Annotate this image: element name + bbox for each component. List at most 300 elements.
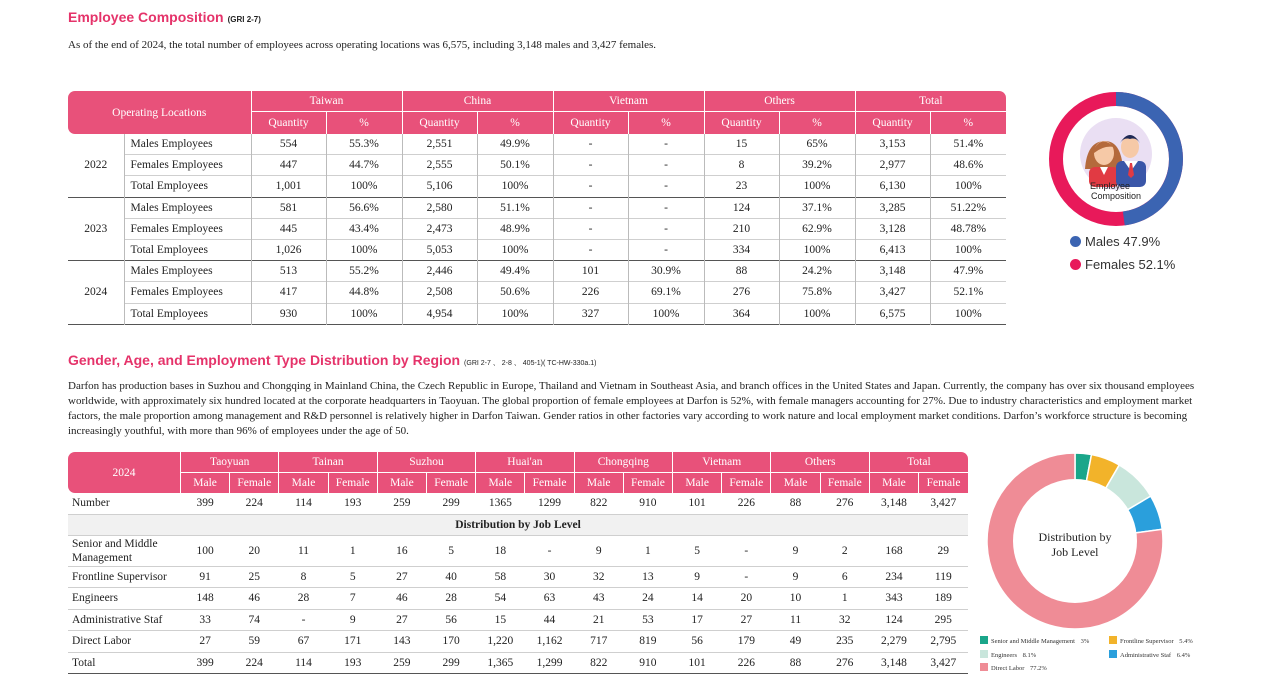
table2-cell: 224 — [245, 497, 263, 510]
legend-label: Engineers — [991, 652, 1017, 659]
table2-cell: 299 — [442, 656, 460, 669]
table2-cell: 20 — [248, 544, 261, 557]
table1-cell: 581 — [251, 197, 326, 218]
table2-cell: 2,795 — [930, 635, 957, 648]
table2-cell: 1365 — [488, 497, 512, 510]
table1-cell: 49.4% — [477, 261, 553, 282]
quantity-header: Quantity — [704, 112, 779, 135]
table1-cell: 51.22% — [930, 197, 1006, 218]
people-illustration — [1080, 118, 1152, 190]
row-label: Number — [72, 497, 110, 510]
table2-cell: 2 — [841, 544, 848, 557]
table1-cell: 44.7% — [326, 155, 402, 176]
row-label: Males Employees — [124, 134, 251, 155]
row-label: Females Employees — [130, 286, 223, 299]
table1-cell: 364 — [704, 303, 779, 324]
row-label: Total Employees — [130, 244, 208, 257]
table2-cell: 101 — [688, 497, 706, 510]
legend-swatch — [980, 650, 988, 658]
table1-cell: 100% — [477, 303, 553, 324]
table2-cell: 114 — [295, 497, 312, 510]
table2-cell: 27 — [396, 570, 408, 583]
table2-cell: 399 — [196, 497, 214, 510]
female-header: Female — [230, 473, 279, 494]
table1-cell: 50.6% — [477, 282, 553, 303]
table1-cell: 6,130 — [855, 176, 930, 197]
table2-cell: 30 — [543, 570, 556, 583]
table2-cell: 2,279 — [881, 635, 907, 648]
table2-cell: 399 — [196, 656, 214, 669]
table2-cell: 27 — [396, 613, 408, 626]
legend-value: 77.2% — [1028, 665, 1047, 672]
table1-row — [68, 261, 1006, 282]
table1-cell: 417 — [251, 282, 326, 303]
table2-cell: 259 — [393, 656, 411, 669]
row-label: Females Employees — [130, 159, 223, 172]
table2-cell: 10 — [789, 592, 802, 605]
table2-cell: 11 — [297, 544, 310, 557]
table2-cell: 822 — [590, 656, 608, 669]
table1-cell: 334 — [704, 239, 779, 260]
table2-cell: 299 — [442, 497, 460, 510]
section1-gri: (GRI 2-7) — [227, 15, 261, 24]
quantity-header: Quantity — [402, 112, 477, 135]
table2-cell: 101 — [688, 656, 706, 669]
table1-cell: 210 — [704, 218, 779, 239]
percent-header: % — [628, 112, 704, 135]
legend-label: Direct Labor — [991, 665, 1025, 672]
table2-cell: 5 — [448, 544, 454, 557]
table2-cell: 1,365 — [487, 656, 514, 669]
table2-cell: 148 — [196, 592, 214, 605]
table2-cell: 717 — [590, 635, 608, 648]
table2-cell: 46 — [396, 592, 408, 605]
year-cell: 2022 — [68, 134, 124, 197]
table2-cell: 56 — [691, 635, 703, 648]
row-label: Frontline Supervisor — [72, 570, 167, 583]
table2-cell: 16 — [396, 544, 408, 557]
table2-cell: - — [301, 613, 306, 626]
table2-cell: - — [744, 570, 749, 583]
row-label: Total — [72, 656, 96, 669]
table2-cell: 235 — [836, 635, 854, 648]
table2-cell: 168 — [885, 544, 903, 557]
table2-cell: 6 — [841, 570, 848, 583]
table1-cell: - — [553, 239, 628, 260]
table2-cell: 226 — [737, 656, 755, 669]
table2-cell: 234 — [885, 570, 903, 583]
table2-cell: 819 — [639, 635, 657, 648]
row-label: Senior and Middle Management — [72, 537, 158, 564]
row-label: Males Employees — [124, 197, 251, 218]
table1-cell: 48.6% — [930, 155, 1006, 176]
table2-row — [68, 493, 968, 514]
table2-cell: 171 — [344, 635, 362, 648]
table1-cell: 43.4% — [326, 218, 402, 239]
table1-cell: 513 — [251, 261, 326, 282]
table1-cell: 100% — [326, 176, 402, 197]
table2-cell: 1 — [841, 592, 848, 605]
table1-cell: 37.1% — [779, 197, 855, 218]
table1-row — [68, 176, 1006, 197]
legend-swatch — [980, 636, 988, 644]
table2-group-header: Tainan — [279, 452, 377, 473]
table2-cell: 276 — [836, 497, 854, 510]
table2-cell: 143 — [393, 635, 411, 648]
table1-cell: 2,555 — [402, 155, 477, 176]
table1-row — [68, 218, 1006, 239]
legend-males-label: Males 47.9% — [1085, 234, 1161, 249]
table1-cell: - — [628, 218, 704, 239]
table2-cell: 1,220 — [487, 635, 514, 648]
table1-cell: - — [628, 197, 704, 218]
male-header: Male — [279, 473, 328, 494]
table1-cell: 930 — [251, 303, 326, 324]
female-header: Female — [919, 473, 968, 494]
table2-group-header: Taoyuan — [180, 452, 278, 473]
table1-cell: 75.8% — [779, 282, 855, 303]
table1-cell: 100% — [779, 239, 855, 260]
table1-group-header: China — [402, 91, 553, 112]
table1-cell: 50.1% — [477, 155, 553, 176]
legend-item — [980, 650, 1036, 659]
table2-cell: 3,427 — [930, 656, 957, 669]
male-header: Male — [869, 473, 918, 494]
table2-cell: 13 — [642, 570, 654, 583]
table1-cell: 2,977 — [855, 155, 930, 176]
table2-cell: 56 — [445, 613, 457, 626]
table2-cell: 9 — [792, 570, 799, 583]
legend-item — [980, 663, 1047, 672]
table2-cell: 124 — [885, 613, 903, 626]
table2-cell: 9 — [694, 570, 700, 583]
table1-cell: 56.6% — [326, 197, 402, 218]
table2-cell: 189 — [934, 592, 952, 605]
table2-row — [68, 588, 968, 610]
table1-cell: 100% — [326, 239, 402, 260]
table2-cell: 25 — [248, 570, 261, 583]
legend-swatch — [1109, 636, 1117, 644]
legend-item — [1109, 636, 1193, 645]
table2-cell: 9 — [349, 613, 356, 626]
table2-cell: 224 — [245, 656, 263, 669]
table2-cell: 28 — [445, 592, 457, 605]
table1-cell: - — [628, 176, 704, 197]
table1-cell: 3,153 — [855, 134, 930, 155]
table1-cell: 447 — [251, 155, 326, 176]
table2-row — [68, 535, 968, 566]
table1-cell: - — [628, 134, 704, 155]
table2-group-header: Others — [771, 452, 869, 473]
table1-row — [68, 134, 1006, 155]
table1-cell: 3,148 — [855, 261, 930, 282]
donut2-title-line1: Distribution by — [1038, 530, 1112, 544]
percent-header: % — [779, 112, 855, 135]
male-header: Male — [180, 473, 229, 494]
table2-cell: 74 — [248, 613, 261, 626]
male-header: Male — [771, 473, 820, 494]
table2-cell: 44 — [543, 613, 556, 626]
table2-cell: 24 — [642, 592, 654, 605]
table1-cell: 23 — [704, 176, 779, 197]
table1-cell: 49.9% — [477, 134, 553, 155]
table2-cell: 49 — [789, 635, 802, 648]
table1-cell: 48.9% — [477, 218, 553, 239]
table1-cell: 554 — [251, 134, 326, 155]
table1-cell: 55.3% — [326, 134, 402, 155]
table1-cell: 100% — [930, 176, 1006, 197]
table2-corner: 2024 — [68, 452, 180, 493]
quantity-header: Quantity — [855, 112, 930, 135]
male-header: Male — [673, 473, 722, 494]
table1-cell: 62.9% — [779, 218, 855, 239]
distribution-header: Distribution by Job Level — [68, 514, 968, 535]
table2-cell: 53 — [642, 613, 654, 626]
table1-cell: 327 — [553, 303, 628, 324]
table2-cell: 15 — [494, 613, 507, 626]
table1-group-header: Others — [704, 91, 855, 112]
table1-cell: 3,427 — [855, 282, 930, 303]
legend-value: 5.4% — [1177, 638, 1193, 645]
table2-cell: 54 — [494, 592, 507, 605]
table1-cell: 100% — [779, 176, 855, 197]
section2-title — [68, 352, 596, 368]
table1-row — [68, 282, 1006, 303]
row-label: Total Employees — [130, 307, 208, 320]
table1-cell: 1,026 — [251, 239, 326, 260]
table1-cell: 5,106 — [402, 176, 477, 197]
table1-cell: 52.1% — [930, 282, 1006, 303]
table1-cell: - — [628, 239, 704, 260]
table1-cell: 8 — [704, 155, 779, 176]
table2-cell: 67 — [297, 635, 310, 648]
section2-paragraph: Darfon has production bases in Suzhou and Chongqing in Mainland China, the Czech Republic in Europe, Thailand and Vietnam in Southeast Asia, and branch offices in the United States and Japan. Currently, the company has over six thousand employees worldwide, with approximately six hundred located at the corporate headquarters in Taoyuan. The global proportion of female employees at Darfon is 52%, with female managers accounting for 27%. Due to industry characteristics and employment market factors, the male proportion among management and R&D personnel is relatively higher in Darfon Taiwan. Gender ratios in other factories vary according to work nature and local employment market conditions. Darfon’s workforce structure is becoming increasingly youthful, with more than 96% of employees under the age of 50. — [68, 380, 1195, 437]
table1-cell: - — [553, 218, 628, 239]
table1-corner: Operating Locations — [68, 91, 251, 134]
job-level-donut — [985, 451, 1165, 631]
table2-cell: 32 — [592, 570, 605, 583]
table1-cell: 88 — [704, 261, 779, 282]
table2-cell: 33 — [199, 613, 211, 626]
table2-cell: 822 — [590, 497, 608, 510]
table2-row — [68, 631, 968, 653]
legend-value: 3% — [1078, 638, 1090, 645]
table1-cell: 44.8% — [326, 282, 402, 303]
row-label: Total Employees — [130, 180, 208, 193]
table2-cell: 100 — [196, 544, 214, 557]
table2-group-header: Chongqing — [574, 452, 672, 473]
table1-cell: 47.9% — [930, 261, 1006, 282]
table1-cell: 2,551 — [402, 134, 477, 155]
table2-row — [68, 609, 968, 631]
table2-cell: 170 — [442, 635, 460, 648]
table1-cell: 100% — [930, 303, 1006, 324]
table2-cell: 5 — [694, 544, 700, 557]
quantity-header: Quantity — [553, 112, 628, 135]
table2-row — [68, 652, 968, 674]
table1-cell: 2,446 — [402, 261, 477, 282]
table2-cell: 58 — [494, 570, 507, 583]
table1-cell: 3,128 — [855, 218, 930, 239]
table1-cell: 3,285 — [855, 197, 930, 218]
table2-cell: 40 — [445, 570, 457, 583]
distribution-header-row — [68, 514, 968, 535]
table2-cell: 27 — [740, 613, 753, 626]
table2-cell: 9 — [595, 544, 602, 557]
section1-paragraph: As of the end of 2024, the total number of employees across operating locations was 6,575, including 3,148 males and 3,427 females. — [68, 39, 657, 51]
table2-cell: 43 — [592, 592, 605, 605]
table2-cell: 59 — [248, 635, 261, 648]
donut2-title-line2: Job Level — [1051, 545, 1099, 559]
table2-cell: 1 — [645, 544, 651, 557]
table1-cell: 100% — [326, 303, 402, 324]
table2-cell: 259 — [393, 497, 411, 510]
year-cell: 2023 — [68, 197, 124, 261]
section1-title — [68, 9, 261, 25]
quantity-header: Quantity — [251, 112, 326, 135]
region-distribution-table — [68, 452, 968, 674]
row-label: Administrative Staf — [72, 613, 163, 626]
table1-cell: 100% — [779, 303, 855, 324]
table2-cell: 11 — [790, 613, 802, 626]
male-header: Male — [574, 473, 623, 494]
table2-cell: 21 — [592, 613, 605, 626]
percent-header: % — [326, 112, 402, 135]
table2-cell: 1,162 — [536, 635, 563, 648]
legend-females — [1070, 257, 1175, 272]
female-header: Female — [525, 473, 574, 494]
table2-cell: 179 — [737, 635, 755, 648]
table1-cell: 48.78% — [930, 218, 1006, 239]
table1-cell: 15 — [704, 134, 779, 155]
legend-swatch — [980, 663, 988, 671]
employee-composition-donut — [1048, 91, 1184, 227]
table2-cell: 3,148 — [881, 656, 907, 669]
female-header: Female — [722, 473, 771, 494]
table2-cell: 226 — [737, 497, 755, 510]
row-label: Engineers — [72, 592, 118, 605]
table1-cell: 6,413 — [855, 239, 930, 260]
table1-row — [68, 155, 1006, 176]
table1-cell: 100% — [477, 239, 553, 260]
table1-cell: 226 — [553, 282, 628, 303]
legend-females-swatch — [1070, 259, 1081, 270]
table1-group-header: Vietnam — [553, 91, 704, 112]
male-header: Male — [476, 473, 525, 494]
table2-cell: - — [547, 544, 552, 557]
table2-cell: 1 — [349, 544, 356, 557]
table2-cell: 193 — [344, 656, 362, 669]
table2-group-header: Vietnam — [673, 452, 771, 473]
table1-cell: 65% — [779, 134, 855, 155]
legend-males — [1070, 234, 1160, 249]
table2-cell: 14 — [691, 592, 703, 605]
legend-swatch — [1109, 650, 1117, 658]
table1-cell: - — [628, 155, 704, 176]
female-header: Female — [820, 473, 869, 494]
table1-cell: 2,473 — [402, 218, 477, 239]
table2-group-header: Huai'an — [476, 452, 574, 473]
table1-cell: 100% — [628, 303, 704, 324]
table1-cell: 100% — [930, 239, 1006, 260]
table1-cell: 51.1% — [477, 197, 553, 218]
legend-item — [1109, 650, 1190, 659]
table1-cell: 100% — [477, 176, 553, 197]
table2-cell: 91 — [199, 570, 211, 583]
table2-cell: 27 — [199, 635, 211, 648]
table2-cell: 910 — [639, 497, 657, 510]
table1-cell: - — [553, 155, 628, 176]
row-label: Direct Labor — [72, 635, 132, 648]
section2-gri: (GRI 2-7 、 2-8 、 405-1)( TC-HW-330a.1) — [464, 360, 597, 367]
table2-cell: 910 — [639, 656, 657, 669]
table2-cell: 63 — [543, 592, 556, 605]
table2-cell: 3,427 — [930, 497, 957, 510]
table2-cell: 29 — [937, 544, 950, 557]
table1-cell: 1,001 — [251, 176, 326, 197]
table1-cell: 55.2% — [326, 261, 402, 282]
table1-cell: 69.1% — [628, 282, 704, 303]
male-header: Male — [377, 473, 426, 494]
table2-cell: 46 — [248, 592, 261, 605]
table2-cell: 3,148 — [881, 497, 907, 510]
table2-cell: 88 — [789, 497, 802, 510]
table1-group-header: Total — [855, 91, 1006, 112]
table2-cell: 295 — [934, 613, 952, 626]
legend-label: Frontline Supervisor — [1120, 638, 1174, 645]
table1-cell: - — [553, 176, 628, 197]
table1-cell: 4,954 — [402, 303, 477, 324]
table2-group-header: Total — [869, 452, 968, 473]
female-header: Female — [623, 473, 672, 494]
table1-cell: 30.9% — [628, 261, 704, 282]
table1-cell: 39.2% — [779, 155, 855, 176]
row-label: Males Employees — [124, 261, 251, 282]
row-label: Females Employees — [130, 222, 223, 235]
legend-value: 6.4% — [1175, 652, 1191, 659]
table1-row — [68, 239, 1006, 260]
year-cell: 2024 — [68, 261, 124, 325]
table2-cell: 119 — [934, 570, 952, 583]
section1-title-text: Employee Composition — [68, 9, 224, 25]
table1-cell: 2,508 — [402, 282, 477, 303]
table2-cell: 7 — [349, 592, 356, 605]
donut1-center-line2: Composition — [1090, 191, 1142, 201]
percent-header: % — [930, 112, 1006, 135]
table2-group-header: Suzhou — [377, 452, 475, 473]
table1-row — [68, 197, 1006, 218]
table1-cell: 24.2% — [779, 261, 855, 282]
legend-females-label: Females 52.1% — [1085, 257, 1176, 272]
table2-cell: 88 — [789, 656, 802, 669]
legend-males-swatch — [1070, 236, 1081, 247]
table2-cell: 18 — [494, 544, 507, 557]
table2-cell: 32 — [839, 613, 851, 626]
legend-label: Senior and Middle Management — [991, 638, 1075, 645]
percent-header: % — [477, 112, 553, 135]
table2-cell: 20 — [740, 592, 753, 605]
table2-cell: 276 — [836, 656, 854, 669]
table1-group-header: Taiwan — [251, 91, 402, 112]
employee-composition-table — [68, 91, 1006, 325]
table1-row — [68, 303, 1006, 324]
table2-cell: - — [744, 544, 749, 557]
table1-cell: - — [553, 134, 628, 155]
table2-cell: 5 — [349, 570, 356, 583]
table1-cell: 5,053 — [402, 239, 477, 260]
table2-cell: 1,299 — [536, 656, 563, 669]
legend-item — [980, 636, 1089, 645]
